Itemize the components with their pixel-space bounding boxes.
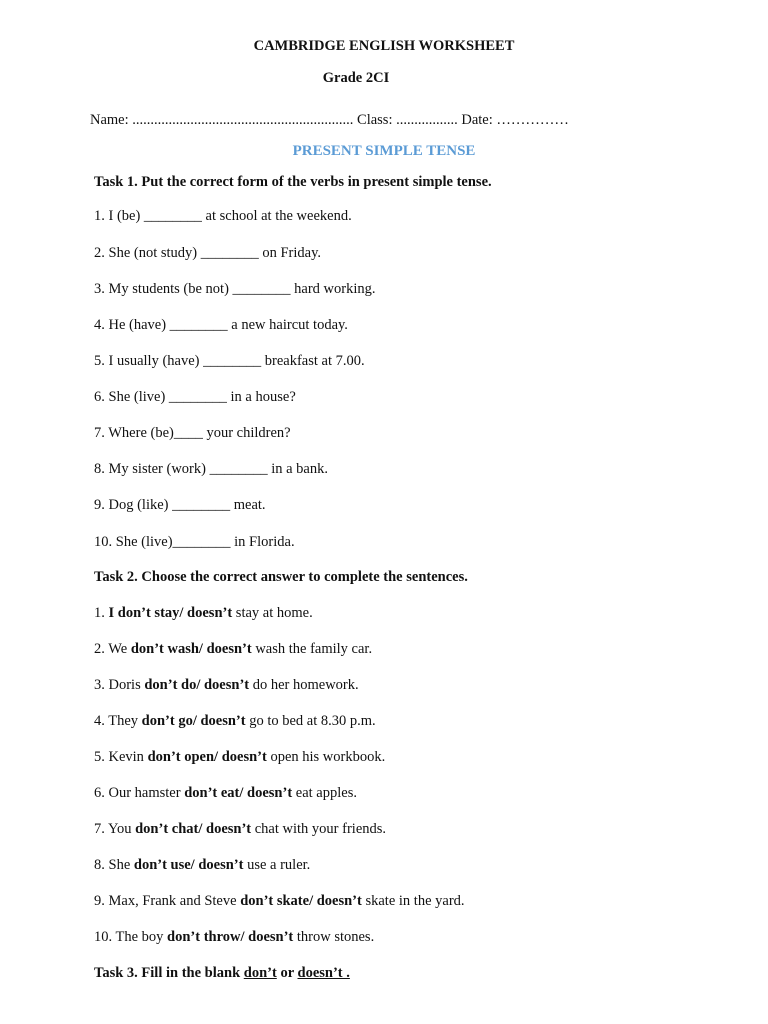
- task2-item: 2. We don’t wash/ doesn’t wash the family car.: [94, 641, 373, 657]
- dont-word: don’t: [243, 965, 277, 981]
- task2-item: 9. Max, Frank and Steve don’t skate/ doesn’t skate in the yard.: [94, 893, 465, 909]
- student-info-line: [90, 112, 569, 129]
- task2-item: 4. They don’t go/ doesn’t go to bed at 8.30 p.m.: [94, 713, 376, 729]
- task1-item: 1. I (be) ________ at school at the weekend.: [94, 208, 352, 224]
- task1-item: 3. My students (be not) ________ hard working.: [94, 281, 376, 297]
- worksheet-title: CAMBRIDGE ENGLISH WORKSHEET: [253, 38, 515, 54]
- task2-item: 6. Our hamster don’t eat/ doesn’t eat apples.: [94, 785, 357, 801]
- task2-item: 10. The boy don’t throw/ doesn’t throw stones.: [94, 929, 375, 945]
- task2-heading: Task 2. Choose the correct answer to complete the sentences.: [94, 569, 468, 585]
- task1-item: 4. He (have) ________ a new haircut today.: [94, 317, 348, 333]
- task1-item: 2. She (not study) ________ on Friday.: [94, 245, 322, 261]
- doesnt-word: doesn’t .: [297, 965, 350, 981]
- grade-label: Grade 2CI: [322, 70, 390, 86]
- task1-item: 8. My sister (work) ________ in a bank.: [94, 461, 328, 477]
- section-title: PRESENT SIMPLE TENSE: [292, 143, 476, 159]
- task1-heading: Task 1. Put the correct form of the verbs in present simple tense.: [94, 174, 492, 190]
- task1-item: 5. I usually (have) ________ breakfast at 7.00.: [94, 353, 365, 369]
- class-field: Class: .................: [357, 112, 462, 128]
- task1-item: 7. Where (be)____ your children?: [94, 425, 291, 441]
- task2-item: 7. You don’t chat/ doesn’t chat with your friends.: [94, 821, 387, 837]
- task1-item: 9. Dog (like) ________ meat.: [94, 497, 266, 513]
- date-field: Date: ……………: [461, 112, 569, 128]
- task2-item: 5. Kevin don’t open/ doesn’t open his workbook.: [94, 749, 386, 765]
- task3-heading: Task 3. Fill in the blank don’t or doesn’t .: [94, 965, 350, 981]
- task1-item: 10. She (live)________ in Florida.: [94, 534, 295, 550]
- task2-item: 3. Doris don’t do/ doesn’t do her homework.: [94, 677, 359, 693]
- task2-item: 1. I don’t stay/ doesn’t stay at home.: [94, 605, 313, 621]
- task1-item: 6. She (live) ________ in a house?: [94, 389, 296, 405]
- task2-item: 8. She don’t use/ doesn’t use a ruler.: [94, 857, 311, 873]
- name-field: Name: .............................................................: [90, 112, 358, 128]
